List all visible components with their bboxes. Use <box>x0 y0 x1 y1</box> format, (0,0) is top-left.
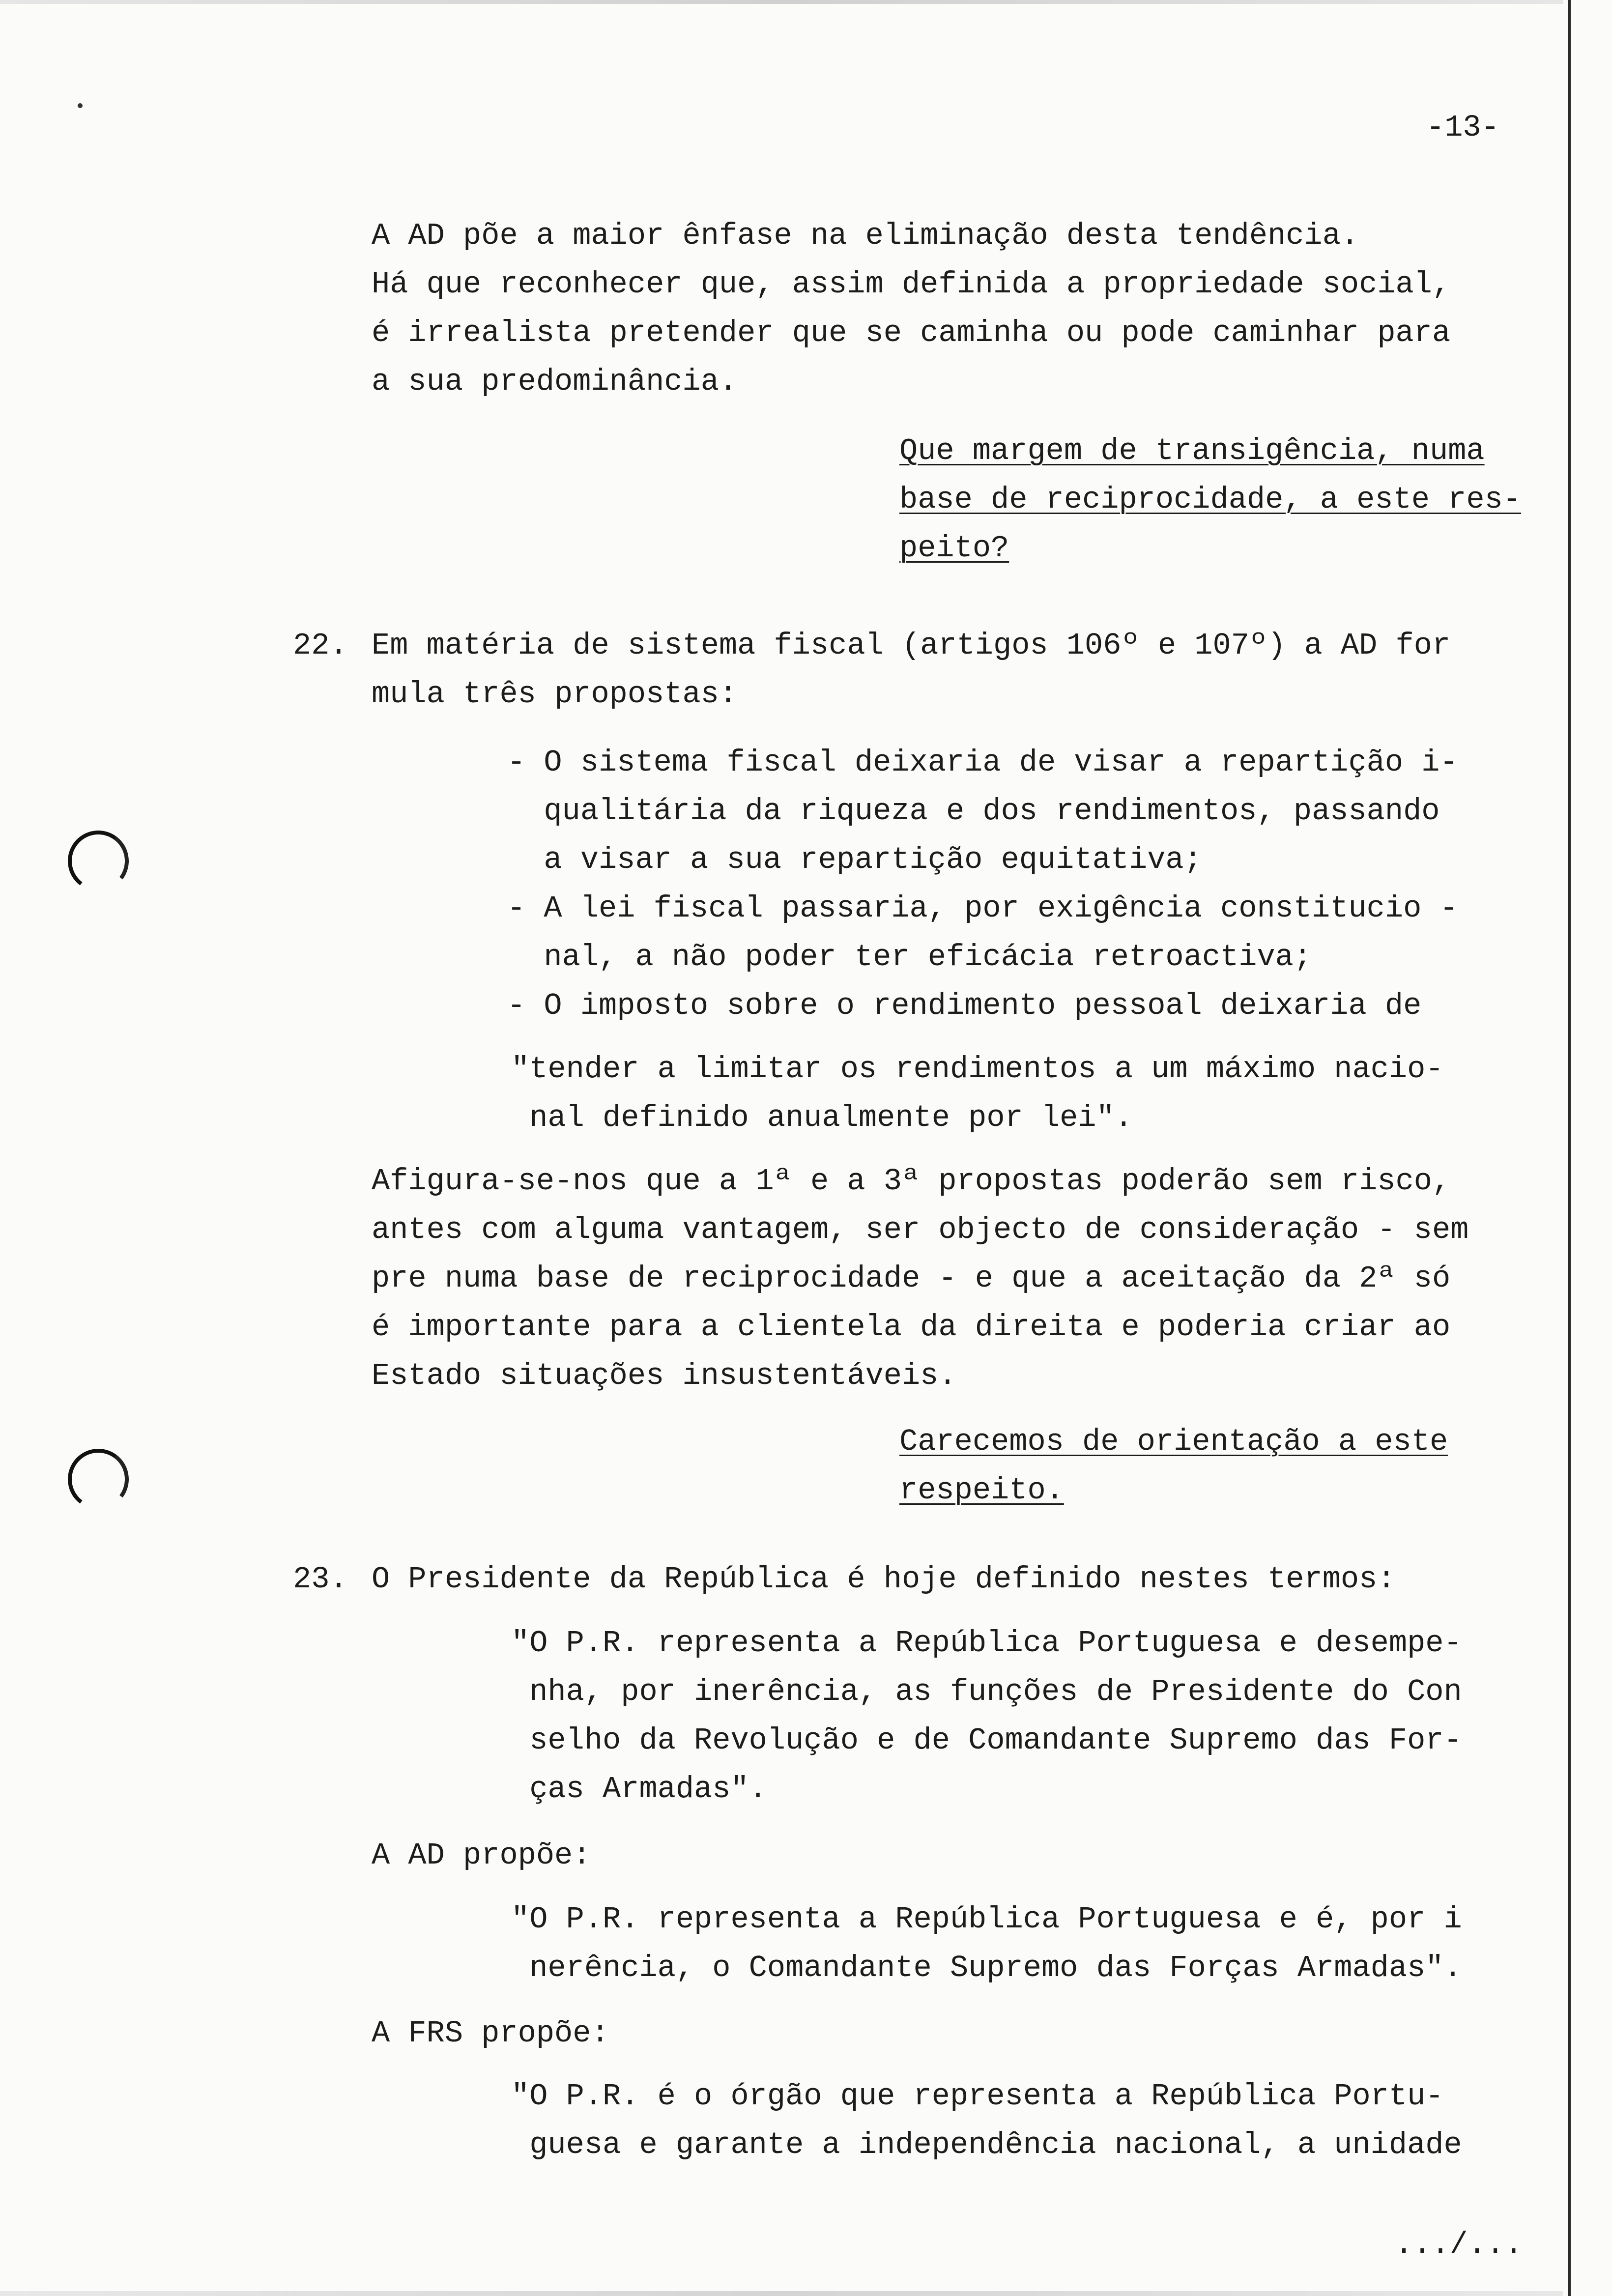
item-number: 23. <box>293 1562 348 1597</box>
continuation-mark: .../... <box>1395 2227 1523 2262</box>
quote-line: ças Armadas". <box>511 1772 767 1807</box>
quote-line: "O P.R. representa a República Portuguesa e desempe- <box>511 1626 1462 1661</box>
note-line: base de reciprocidade, a este res- <box>899 482 1522 517</box>
text-line: O Presidente da República é hoje definido nestes termos: <box>372 1562 1396 1597</box>
note-line: peito? <box>899 531 1009 566</box>
note-line: respeito. <box>899 1473 1064 1508</box>
scan-top-edge <box>0 0 1563 4</box>
proposal-line: - O imposto sobre o rendimento pessoal deixaria de <box>507 988 1422 1023</box>
item-number: 22. <box>293 628 348 663</box>
proposal-line: nal, a não poder ter eficácia retroactiva; <box>507 940 1312 975</box>
text-line: Estado situações insustentáveis. <box>372 1358 957 1393</box>
quote-line: nal definido anualmente por lei". <box>511 1100 1133 1135</box>
quote-line: nha, por inerência, as funções de Presidente do Con <box>511 1674 1462 1709</box>
punch-hole-lower <box>64 1445 133 1514</box>
quote-line: selho da Revolução e de Comandante Supremo das For- <box>511 1723 1462 1758</box>
proposal-line: - A lei fiscal passaria, por exigência constitucio - <box>507 891 1458 926</box>
text-line: a sua predominância. <box>372 364 738 399</box>
text-line: Em matéria de sistema fiscal (artigos 106º e 107º) a AD for <box>372 628 1451 663</box>
ad-label: A AD propõe: <box>372 1838 591 1873</box>
page-binding-edge <box>1568 0 1571 2296</box>
text-line: pre numa base de reciprocidade - e que a aceitação da 2ª só <box>372 1261 1451 1296</box>
note-line: Carecemos de orientação a este <box>899 1424 1448 1459</box>
text-line: Afigura-se-nos que a 1ª e a 3ª propostas poderão sem risco, <box>372 1164 1451 1199</box>
quote-line: nerência, o Comandante Supremo das Forças Armadas". <box>511 1951 1462 1985</box>
scan-bottom-edge <box>0 2291 1563 2296</box>
text-line: é importante para a clientela da direita e poderia criar ao <box>372 1310 1451 1345</box>
quote-line: "tender a limitar os rendimentos a um máximo nacio- <box>511 1052 1444 1087</box>
proposal-line: - O sistema fiscal deixaria de visar a repartição i- <box>507 745 1458 780</box>
frs-label: A FRS propõe: <box>372 2016 609 2051</box>
quote-line: guesa e garante a independência nacional, a unidade <box>511 2127 1462 2162</box>
proposal-line: qualitária da riqueza e dos rendimentos, passando <box>507 794 1440 829</box>
text-line: A AD põe a maior ênfase na eliminação desta tendência. <box>372 218 1359 253</box>
punch-hole-upper <box>64 827 133 895</box>
text-line: é irrealista pretender que se caminha ou pode caminhar para <box>372 316 1451 350</box>
quote-line: "O P.R. representa a República Portuguesa e é, por i <box>511 1902 1462 1937</box>
text-line: antes com alguma vantagem, ser objecto de consideração - sem <box>372 1212 1469 1247</box>
scan-speck <box>78 103 83 108</box>
text-line: Há que reconhecer que, assim definida a propriedade social, <box>372 267 1451 302</box>
quote-line: "O P.R. é o órgão que representa a República Portu- <box>511 2079 1444 2114</box>
page-number: -13- <box>1426 110 1499 145</box>
proposal-line: a visar a sua repartição equitativa; <box>507 842 1202 877</box>
note-line: Que margem de transigência, numa <box>899 433 1485 468</box>
text-line: mula três propostas: <box>372 677 738 712</box>
